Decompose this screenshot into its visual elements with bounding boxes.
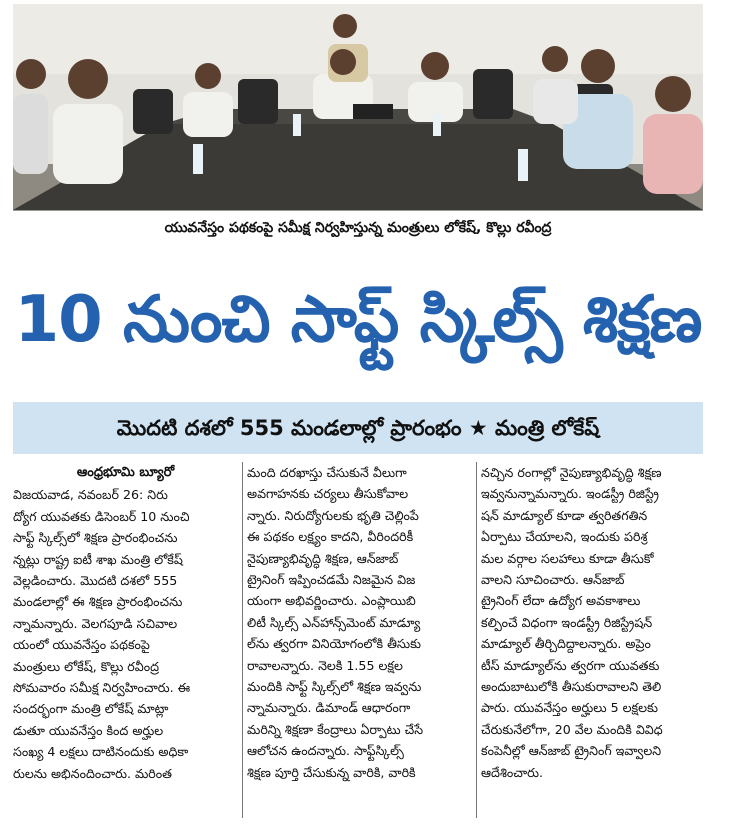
headline: 10 నుంచి సాఫ్ట్ స్కిల్స్ శిక్షణ — [14, 283, 702, 357]
article-line: విజయవాడ, నవంబర్ 26: నిరు — [13, 487, 168, 503]
article-line: మందికి సాఫ్ట్ స్కిల్స్‌లో శిక్షణ ఇవ్వను — [247, 679, 422, 695]
article-line: యంలో యువనేస్తం పథకంపై — [13, 637, 150, 653]
article-line: న్నట్లు రాష్ట్ర ఐటీ శాఖ మంత్రి లోకేష్ — [13, 551, 183, 567]
article-line: కల్పించే విధంగా ఇండస్ట్రీ రిజిస్ట్రేషన్ — [481, 614, 653, 630]
article-line: ద్యోగ యువతకు డిసెంబర్ 10 నుంచి — [13, 508, 190, 524]
article-line: రావాలన్నారు. నెలకి 1.55 లక్షల — [247, 657, 403, 673]
article-line: మండలాల్లో ఈ శిక్షణ ప్రారంభించను — [13, 594, 183, 610]
article-line: ల్‌ను త్వరగా వినియోగంలోకి తీసుకు — [247, 636, 422, 652]
article-body — [13, 462, 703, 818]
article-line: ట్రైనింగ్ ఇప్పించడమే నిజమైన విజ — [247, 572, 416, 588]
article-line: ఈ పథకం లక్ష్యం కాదని, వీరిందరికీ — [247, 529, 414, 545]
meeting-photo — [13, 4, 703, 211]
article-line: న్నామన్నారు. వెలగపూడి సచివాల — [13, 615, 178, 631]
photo-caption: యువనేస్తం పథకంపై సమీక్ష నిర్వహిస్తున్న మంత్రులు లోకేష్, కొల్లు రవీంద్ర — [164, 220, 552, 236]
subheadline: మొదటి దశలో 555 మండలాల్లో ప్రారంభం ★ మంత్రి లోకేష్ — [13, 402, 703, 454]
article-line: పారు. యువనేస్తం అర్హులు 5 లక్షలకు — [481, 700, 658, 716]
article-column-2 — [247, 462, 472, 818]
article-line: కంపెనీల్లో ఆన్‌జాబ్ ట్రైనింగ్ ఇవ్వాలని — [481, 743, 662, 759]
article-line: వెల్లడించారు. మొదటి దశలో 555 — [13, 573, 178, 589]
article-line: ఇవ్వనున్నామన్నారు. ఇండస్ట్రీ రిజిస్ట్రే — [481, 486, 659, 502]
article-line: మరిన్ని శిక్షణా కేంద్రాలు ఏర్పాటు చేసే — [247, 721, 424, 737]
article-column-3 — [481, 462, 703, 818]
byline: ఆంధ్రభూమి బ్యూరో — [76, 465, 175, 480]
article-line: అవగాహనకు చర్యలు తీసుకోవాల — [247, 486, 409, 502]
article-line: ట్రైనింగ్ లేదా ఉద్యోగ అవకాశాలు — [481, 593, 641, 609]
article-line: సాఫ్ట్ స్కిల్స్‌లో శిక్షణ ప్రారంభించను — [13, 530, 178, 546]
article-line: డుతూ యువనేస్తం కింద అర్హుల — [13, 722, 164, 738]
article-line: మంత్రులు లోకేష్, కొల్లు రవీంద్ర — [13, 658, 160, 674]
article-line: షన్ మాడ్యూల్ కూడా త్వరితగతిన — [481, 507, 648, 523]
article-line: అందుబాటులోకి తీసుకురావాలని తెలి — [481, 679, 662, 695]
article-line: ఆలోచన ఉందన్నారు. సాఫ్ట్‌స్కిల్స్ — [247, 743, 404, 759]
article-line: నచ్చిన రంగాల్లో నైపుణ్యాభివృద్ధి శిక్షణ — [481, 465, 662, 480]
article-column-1 — [13, 462, 238, 818]
column-divider — [242, 462, 243, 818]
article-line: లిటీ స్కిల్స్ ఎన్‌హాన్స్‌మెంట్ మాడ్యూ — [247, 614, 421, 630]
article-line: మాడ్యూల్ తీర్చిదిద్దాలన్నారు. అప్రెం — [481, 636, 651, 652]
article-line: న్నారు. నిరుద్యోగులకు భృతి చెల్లింపే — [247, 507, 419, 523]
article-line: వాలని సూచించారు. ఆన్‌జాబ్ — [481, 572, 625, 588]
article-line: న్నామన్నారు. డిమాండ్ ఆధారంగా — [247, 700, 411, 716]
column-divider — [476, 462, 477, 818]
article-line: ఏర్పాటు చేయాలని, ఇందుకు పరిశ్ర — [481, 529, 648, 545]
article-line: చేరుకునేలోగా, 20 వేల మందికి వివిధ — [481, 721, 663, 737]
article-line: మల వర్గాల సలహాలు కూడా తీసుకో — [481, 550, 654, 566]
article-line: రులను అభినందించారు. మరింత — [13, 765, 172, 781]
article-line: యంగా అభివర్ణించారు. ఎంప్లాయిబి — [247, 593, 416, 609]
article-line: శిక్షణ పూర్తి చేసుకున్న వారికి, వారికి — [247, 764, 416, 780]
article-line: సంఖ్య 4 లక్షలు దాటినందుకు అధికా — [13, 744, 189, 760]
article-line: ఆదేశించారు. — [481, 764, 543, 780]
article-line: టీస్ మాడ్యూల్‌ను త్వరగా యువతకు — [481, 657, 660, 673]
article-line: మంది దరఖాస్తు చేసుకునే వీలుగా — [247, 465, 407, 480]
article-line: సోమవారం సమీక్ష నిర్వహించారు. ఈ — [13, 680, 191, 696]
article-line: సందర్భంగా మంత్రి లోకేష్ మాట్లా — [13, 701, 169, 717]
article-line: నైపుణ్యాభివృద్ధి శిక్షణ, ఆన్‌జాబ్ — [247, 550, 399, 566]
